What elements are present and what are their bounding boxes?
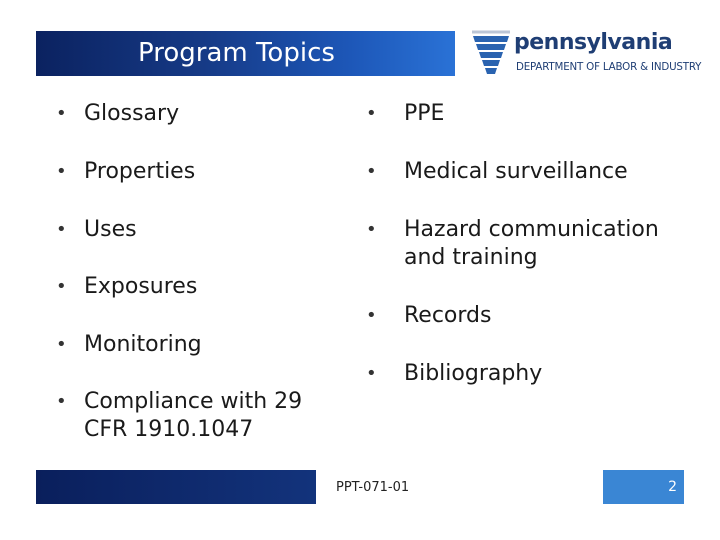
keystone-logo-icon (470, 30, 512, 76)
topic-properties: Properties (84, 159, 196, 184)
topic-ppe: PPE (404, 101, 445, 126)
topic-records: Records (404, 303, 492, 328)
bullet-icon: • (366, 363, 377, 384)
logo-wordmark: pennsylvania (514, 30, 673, 55)
bullet-icon: • (56, 391, 67, 412)
footer-page-panel (603, 470, 684, 504)
bullet-icon: • (56, 219, 67, 240)
bullet-icon: • (366, 219, 377, 240)
topic-hazard-communication-line1: Hazard communication (404, 217, 659, 242)
bullet-icon: • (366, 103, 377, 124)
topic-uses: Uses (84, 217, 137, 242)
bullet-icon: • (366, 161, 377, 182)
footer-code: PPT-071-01 (336, 480, 410, 495)
logo-subtitle: DEPARTMENT OF LABOR & INDUSTRY (516, 61, 702, 73)
topic-monitoring: Monitoring (84, 332, 202, 357)
topic-compliance-line1: Compliance with 29 (84, 389, 303, 414)
pa-logo (466, 28, 702, 80)
topic-glossary: Glossary (84, 101, 180, 126)
bullet-icon: • (56, 334, 67, 355)
topic-hazard-communication-line2: and training (404, 245, 538, 270)
bullet-icon: • (56, 103, 67, 124)
slide-title: Program Topics (138, 38, 335, 68)
footer-bar (36, 470, 684, 504)
topic-bibliography: Bibliography (404, 361, 543, 386)
topic-medical-surveillance: Medical surveillance (404, 159, 628, 184)
bullet-icon: • (366, 305, 377, 326)
page-number: 2 (668, 479, 677, 495)
bullet-icon: • (56, 161, 67, 182)
topic-exposures: Exposures (84, 274, 198, 299)
bullet-icon: • (56, 276, 67, 297)
title-bar (36, 31, 455, 76)
topic-compliance-line2: CFR 1910.1047 (84, 417, 254, 442)
